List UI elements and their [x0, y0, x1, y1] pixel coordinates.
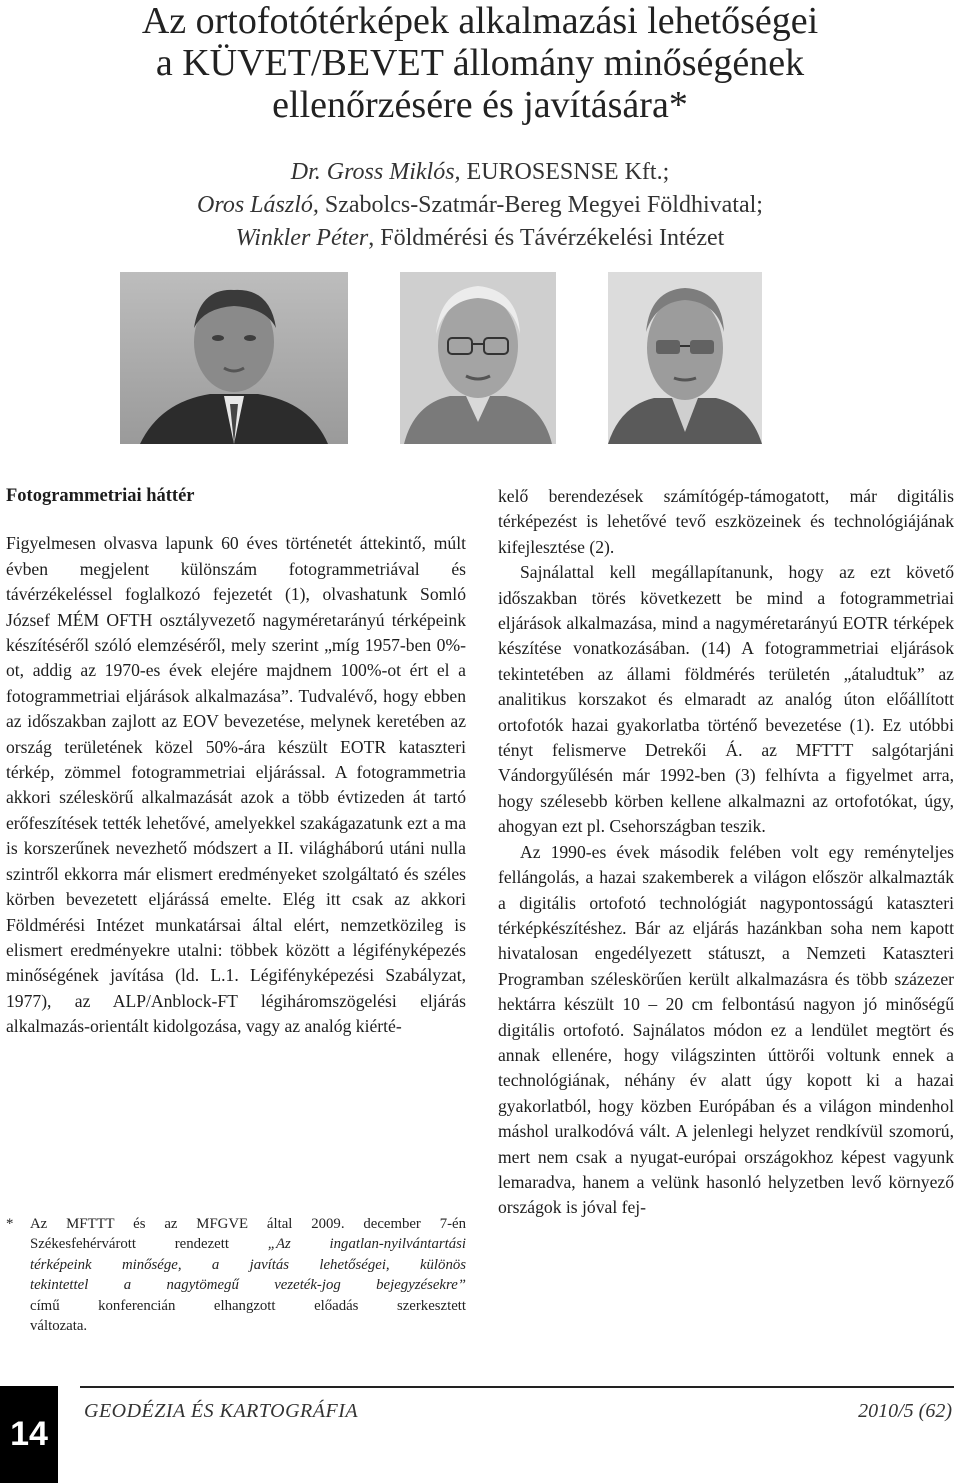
author-3 [0, 222, 960, 255]
footnote [6, 1214, 466, 1336]
title-line-3: ellenőrzésére és javítására* [272, 84, 688, 126]
right-paragraph-3: Az 1990-es évek második felében volt egy reményteljes fellángolás, a hazai szakemberek a világon először alkalmazták a digitális ortofotó technológiát nagypontosságú kataszteri térképkészítéshez. Bár az eljárás hazánkban soha nem kapott hivatalosan engedélyezett státuszt, a Nemzeti Kataszteri Programban széleskörűen került alkalmazásra és több százezer hektárra készült 10 – 20 cm felbontású nagyon jó minőségű digitális ortofotó. Sajnálatos módon ez a lendület megtört és annak ellenére, hogy világszinten úttörői voltunk ennek a technológiának, néhány év alatt úgy kopott ki a hazai gyakorlatból, hogy közben Európában és a világon mindenhol máshol uralkodóvá vált. A jelenlegi helyzet rendkívül szomorú, mert nem csak a nyugat-európai országokhoz képest vagyunk lemaradva, hanem a velünk hasonló helyzetben levő környező országok is jóval fej- [498, 841, 954, 1218]
footnote-marker: * [6, 1216, 14, 1232]
left-paragraph-1: Figyelmesen olvasva lapunk 60 éves történetét áttekintő, múlt évben megjelent különszám fotogrammetriával és távérzékeléssel foglalkozó fejezetét (1), olvashatunk Somló József MÉM OFTH osztályvezető nagyméretarányú térképeink készítéséről szóló elemzéséről, mely szerint „míg 1957-ben 0%-ot, addig az 1970-es évek elejére majdnem 100%-ot ért el a fotogrammetriai eljárások alkalmazása”. Tudvalévő, hogy ebben az időszakban zajlott az EOV bevezetése, melynek keretében az ország területének közel 50%-ára készült EOTR kataszteri térkép, zömmel fotogrammetriai eljárással. A fotogrammetria akkori széleskörű alkalmazását azok a több évtizeden át tartó erőfeszítések tették lehetővé, amelyekkel szakágazatunk ezt a ma is korszerűnek nevezhető módszert a II. világháború utáni nulla szintről ekkorra már elismert eredményeket szolgáltató és széles körben bevezetett eljárássá emelte. Elég itt csak az akkori Földmérési Intézet munkatársai által elért, nemzetközileg is elismert eredményekre utalni: többek között a légifényképezés minőségének javítása (ld. L.1. Légifényképezési Szabályzat, 1977), az ALP/Anblock-FT légiháromszögelési eljárás alkalmazás-orientált kidolgozása, vagy az analóg kiérté- [6, 533, 466, 1037]
footnote-text: című konferencián elhangzott előadás szerkesztett [30, 1297, 466, 1314]
footnote-line [30, 1275, 466, 1295]
right-paragraph-1: kelő berendezések számítógép-támogatott, már digitális térképezést is lehetővé tevő eszközeinek és technológiájának kifejlesztése (2). [498, 486, 954, 557]
right-paragraph-2: Sajnálattal kell megállapítanunk, hogy az ezt követő időszakban törés következett be mind a fotogrammetriai eljárások alkalmazása, mind a nagyméretarányú EOTR térképek készítése vonatkozásában. (14) A fotogrammetriai eljárások tekintetében az állami földmérés területén „átaludtuk” az analitikus korszakot és elmaradt az analóg úton előállított ortofotók hazai gyakorlatba történő bevezetése (1). Ez utóbbi tényt felismerve Detrekői Á. az MFTTT salgótarjáni Vándorgyűlésén már 1992-ben (3) felhívta a figyelmet arra, hogy szélesebb körben kellene alkalmazni az ortofotókat, úgy, ahogyan ezt pl. Csehországban teszik. [498, 562, 954, 837]
author-photo-3 [608, 272, 762, 444]
author-3-name: Winkler Péter [235, 225, 369, 251]
right-column [498, 484, 954, 1221]
footnote-line [30, 1255, 466, 1275]
author-photo-1 [120, 272, 348, 444]
footer-rule [80, 1386, 954, 1388]
author-1-affiliation: EUROSESNSE Kft.; [460, 159, 670, 185]
author-1-name: Dr. Gross Miklós, [290, 159, 461, 185]
journal-name: GEODÉZIA ÉS KARTOGRÁFIA [84, 1400, 359, 1422]
footnote-line [30, 1234, 466, 1254]
footnote-italic-title: „Az ingatlan-nyilvántartási [267, 1236, 466, 1253]
footnote-line [30, 1296, 466, 1316]
title-line-2: a KÜVET/BEVET állomány minőségének [155, 42, 805, 84]
footnote-italic-title: tekintettel a nagytömegű vezeték-jog bejegyzésekre” [30, 1277, 466, 1294]
footnote-text: Székesfehérvárott rendezett [30, 1236, 268, 1253]
author-list [0, 156, 960, 255]
author-photo-2 [400, 272, 556, 444]
footnote-italic-title: térképeink minősége, a javítás lehetőségei, különös [30, 1256, 466, 1273]
author-photos [0, 272, 960, 444]
article-title [0, 0, 960, 126]
page-number: 14 [0, 1386, 58, 1483]
title-line-1: Az ortofotótérképek alkalmazási lehetőségei [141, 0, 819, 42]
footnote-line [30, 1214, 466, 1234]
author-2-affiliation: Szabolcs-Szatmár-Bereg Megyei Földhivatal; [318, 192, 763, 218]
footnote-text: Az MFTTT és az MFGVE által 2009. december 7-én [30, 1216, 466, 1232]
author-1 [0, 156, 960, 189]
section-heading: Fotogrammetriai háttér [6, 486, 195, 506]
footnote-text: változata. [30, 1318, 88, 1335]
issue-number: 2010/5 (62) [858, 1400, 952, 1422]
author-3-affiliation: , Földmérési és Távérzékelési Intézet [368, 225, 725, 251]
left-column [6, 484, 466, 1040]
author-2 [0, 189, 960, 222]
footnote-line [30, 1316, 466, 1336]
author-2-name: Oros László, [197, 192, 319, 218]
